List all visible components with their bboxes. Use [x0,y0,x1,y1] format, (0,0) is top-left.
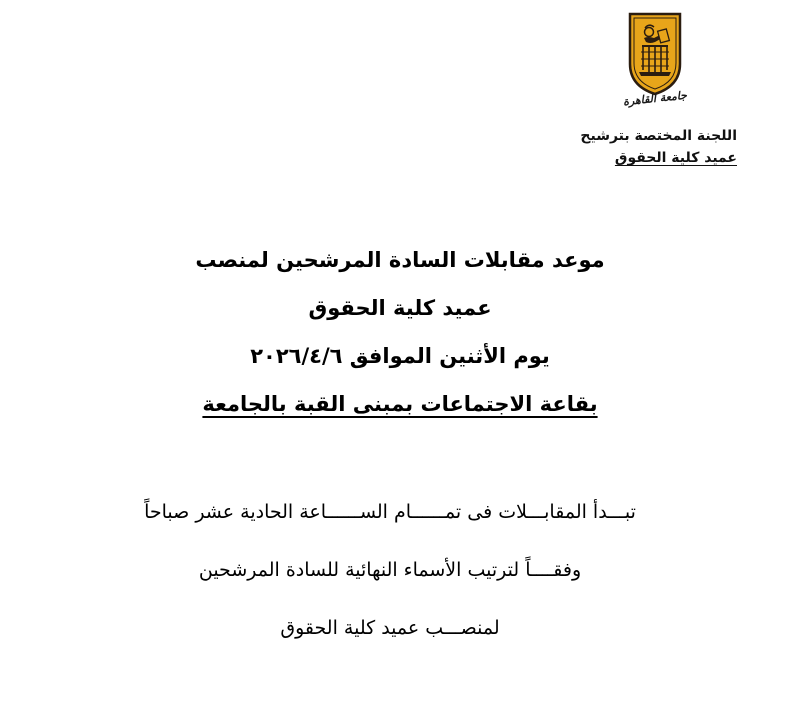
committee-header [580,125,737,169]
announcement-venue: بقاعة الاجتماعات بمبنى القبة بالجامعة [202,392,598,416]
announcement-line-1: موعد مقابلات السادة المرشحين لمنصب [195,248,605,272]
body-line-2: وفقــــاً لترتيب الأسماء النهائية للسادة المرشحين [198,559,582,581]
cairo-university-crest-icon [628,12,682,96]
committee-line-1: اللجنة المختصة بترشيح [580,128,737,144]
body-line-3: لمنصـــب عميد كلية الحقوق [280,617,500,639]
announcement-line-2: عميد كلية الحقوق [308,296,492,320]
committee-line-2: عميد كلية الحقوق [614,150,737,166]
announcement-title [190,240,610,432]
announcement-date: يوم الأثنين الموافق ٢٠٢٦/٤/٦ [250,344,550,368]
university-name-text: جامعة القاهرة [622,88,688,109]
body-line-1: تبـــدأ المقابـــلات فى تمــــــام الســــــاعة الحادية عشر صباحاً [144,501,636,523]
university-logo [620,12,690,112]
announcement-body [40,490,740,664]
